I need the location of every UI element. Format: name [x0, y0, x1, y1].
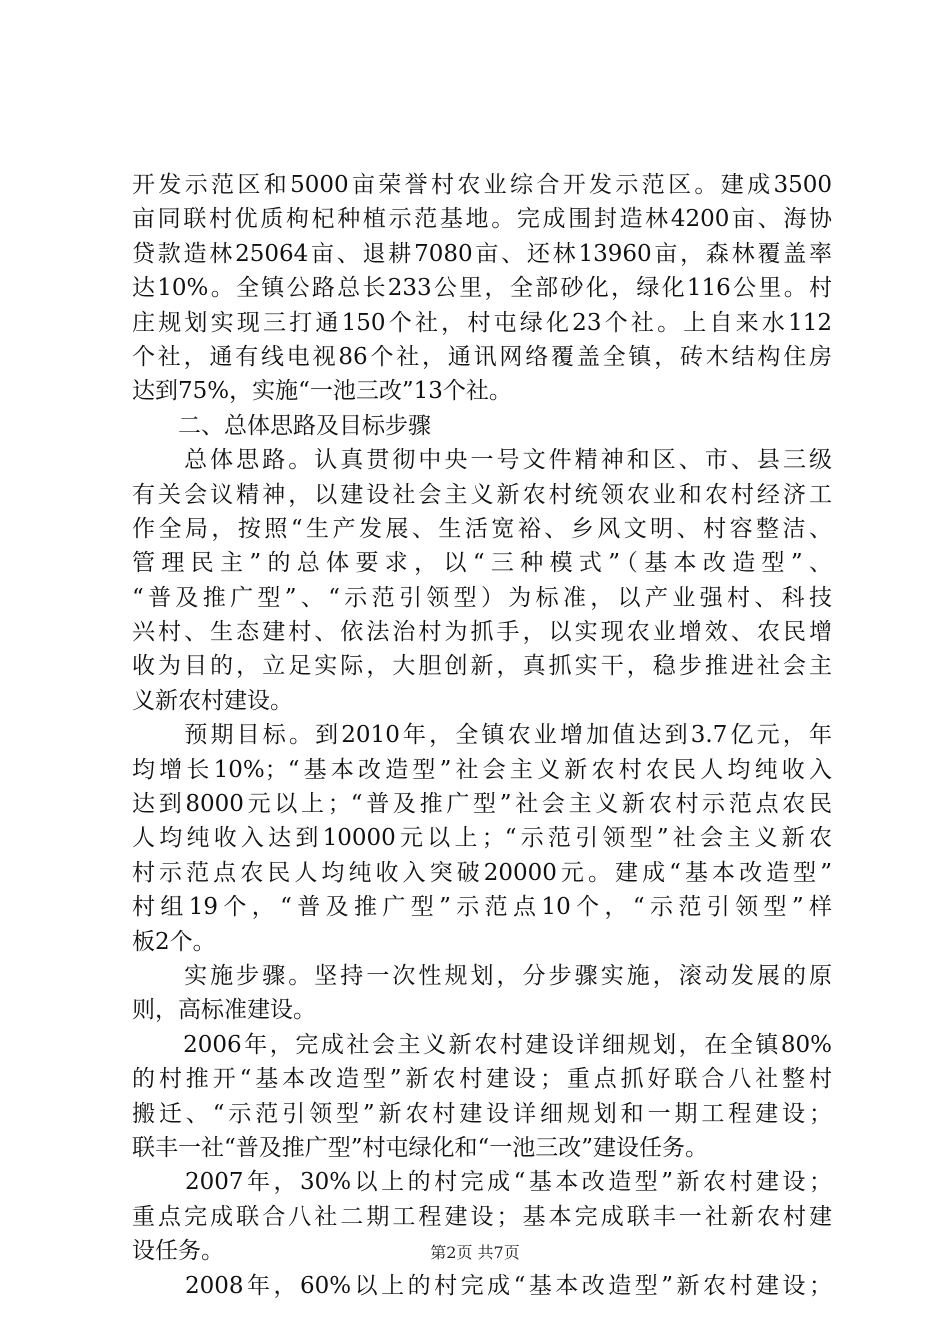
text-line: 设任务。	[132, 1238, 224, 1265]
text-line: 2007年，30%以上的村完成“基本改造型”新农村建设；	[132, 1169, 832, 1196]
text-line: 重点完成联合八社二期工程建设；基本完成联丰一社新农村建	[132, 1203, 832, 1230]
text-line: 达10%。全镇公路总长233公里，全部砂化，绿化116公里。村	[132, 275, 832, 302]
text-line: 达到8000元以上；“普及推广型”社会主义新农村示范点农民	[132, 791, 832, 818]
text-line: 义新农村建设。	[132, 687, 293, 714]
text-line: 的村推开“基本改造型”新农村建设；重点抓好联合八社整村	[132, 1066, 832, 1093]
text-line: 庄规划实现三打通150个社，村屯绿化23个社。上自来水112	[132, 309, 832, 336]
text-line: 人均纯收入达到10000元以上；“示范引领型”社会主义新农	[132, 825, 832, 852]
text-line: 收为目的，立足实际，大胆创新，真抓实干，稳步推进社会主	[132, 653, 832, 680]
text-line: 预期目标。到2010年，全镇农业增加值达到3.7亿元，年	[132, 722, 832, 749]
document-body	[132, 168, 832, 1303]
text-line: 兴村、生态建村、依法治村为抓手，以实现农业增效、农民增	[132, 619, 832, 646]
text-line: 村示范点农民人均纯收入突破20000元。建成“基本改造型”	[132, 859, 832, 886]
text-line: 亩同联村优质枸杞种植示范基地。完成围封造林4200亩、海协	[132, 206, 832, 233]
text-line: 板2个。	[132, 928, 216, 955]
text-line: 村组19个，“普及推广型”示范点10个，“示范引领型”样	[132, 894, 832, 921]
text-line: 则，高标准建设。	[132, 997, 316, 1024]
page-number: 第2页 共7页	[430, 1243, 520, 1262]
text-line: 达到75%，实施“一池三改”13个社。	[132, 378, 512, 405]
text-line: 个社，通有线电视86个社，通讯网络覆盖全镇，砖木结构住房	[132, 343, 832, 370]
text-line: 实施步骤。坚持一次性规划，分步骤实施，滚动发展的原	[132, 962, 832, 989]
text-line: 开发示范区和5000亩荣誉村农业综合开发示范区。建成3500	[132, 172, 832, 198]
text-line: 总体思路。认真贯彻中央一号文件精神和区、市、县三级	[132, 447, 832, 474]
text-line: 作全局，按照“生产发展、生活宽裕、乡风文明、村容整洁、	[132, 515, 832, 542]
text-line: 联丰一社“普及推广型”村屯绿化和“一池三改”建设任务。	[132, 1134, 709, 1161]
text-line: 贷款造林25064亩、退耕7080亩、还林13960亩，森林覆盖率	[132, 240, 832, 267]
text-line: 2006年，完成社会主义新农村建设详细规划，在全镇80%	[132, 1031, 832, 1058]
text-line: 二、总体思路及目标步骤	[132, 412, 431, 439]
text-line: 均增长10%；“基本改造型”社会主义新农村农民人均纯收入	[132, 756, 832, 783]
text-line: 有关会议精神，以建设社会主义新农村统领农业和农村经济工	[132, 481, 832, 508]
text-line: 搬迁、“示范引领型”新农村建设详细规划和一期工程建设；	[132, 1100, 832, 1127]
text-line: “普及推广型”、“示范引领型）为标准，以产业强村、科技	[132, 584, 832, 611]
text-line: 2008年，60%以上的村完成“基本改造型”新农村建设；	[132, 1272, 832, 1299]
page-footer	[0, 1242, 950, 1264]
text-line: 管理民主”的总体要求，以“三种模式”（基本改造型”、	[132, 550, 832, 577]
